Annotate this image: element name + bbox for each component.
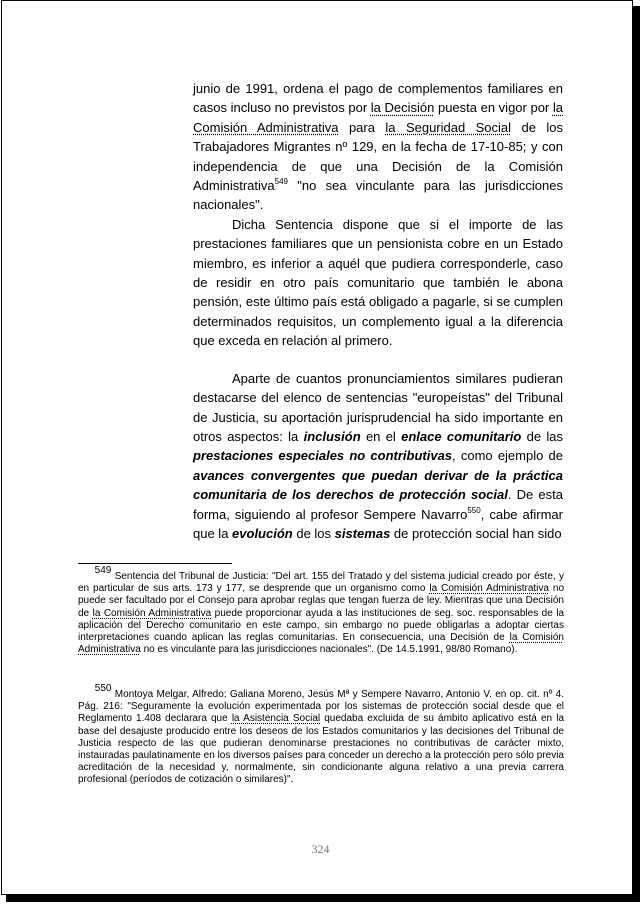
text-run: no puede ser facultado por el Consejo para aprobar reglas que tengan fuerza de ley. Mientras que una Decisión de [78,583,565,619]
text-run: junio de 1991, ordena el pago de complementos familiares en casos incluso no previstos por [193,81,563,116]
underlined-term: la Comisión Administrativa [78,632,564,656]
underlined-term: la Comisión Administrativa [92,607,212,619]
emphasis: avances convergentes que puedan derivar de la práctica comunitaria de los derechos de protección social [193,467,563,503]
paragraph-1 [193,79,563,215]
underlined-term: la Comisión Administrativa [429,583,549,595]
text-run: Sentencia del Tribunal de Justicia: "Del art. 155 del Tratado y del sistema judicial creado por éste, y en particular de sus arts. 173 y 177, se desprende que un organismo como [78,571,564,595]
text-run: puede proporcionar ayuda a las instituciones de seg. soc. responsables de la aplicación del Derecho comunitario en este campo, sin embargo no puede obligarlas a adoptar ciertas interpretaciones cuando aplican las reglas comunitarias. En consecuencia, una Decisión de [78,607,565,644]
text-run: de las [521,428,563,444]
text-run: Aparte de cuantos pronunciamientos similares pudieran destacarse del elenco de sentencias "europeístas" del Tribunal de Justicia, su aportación jurisprudencial ha sido importante en otros aspectos: la [193,370,563,444]
footnote-number: 550 [94,683,112,694]
paragraph-3 [193,369,563,544]
footnote-separator [78,563,232,564]
underlined-term: la Seguridad Social [385,119,512,135]
text-run: Montoya Melgar, Alfredo; Galiana Moreno, Jesús Mª y Sempere Navarro, Antonio V. en op. cit. nº 4. Pág. 216: "Seguramente la evolución experimentada por los sistemas de protección social desde que el Reglamento 1.408 declarara que [78,689,564,725]
underlined-term: la Comisión Administrativa [193,100,564,135]
footnote-ref-550: 550 [467,505,481,515]
text-run: de los Trabajadores Migrantes nº 129, en la fecha de 17-10-85; y con independencia de que una Decisión de la Comisión Administrativa [193,119,563,194]
page-shadow-right [633,6,640,899]
underlined-term: la Decisión [370,100,435,116]
page-shadow-bottom [6,895,640,902]
text-run: quedaba excluida de su ámbito aplicativo está en la base del desajuste producido entre los deseos de los Estados comunitarios y las decisiones del Tribunal de Justicia respecto de las que pudieran denominarse prestaciones no contributivas de carácter mixto, instauradas paulatinamente en los diversos países para conceder un derecho a la protección pero sólo previa acreditación de la necesidad y, normalmente, sin condicionante alguna relativo a una previa carrera profesional (períodos de cotización o similares)". [78,713,565,786]
page-number: 324 [311,842,330,856]
footnote-549 [78,565,565,656]
text-run: de los [292,525,335,541]
emphasis: prestaciones especiales no contributivas [193,448,453,464]
text-run: "no sea vinculante para las jurisdicciones nacionales". [193,178,563,213]
footnote-number: 549 [94,565,112,576]
footnote-ref-549: 549 [274,177,288,187]
emphasis: sistemas [334,525,391,541]
emphasis: evolución [232,525,293,541]
text-run: . De esta forma, siguiendo al profesor Sempere Navarro [193,487,563,522]
text-run: de protección social han sido [390,525,562,541]
text-run: puesta en vigor por [434,100,553,116]
footnote-550 [78,683,565,787]
paragraph-2: Dicha Sentencia dispone que si el importe de las prestaciones familiares que un pensionista cobre en un Estado miembro, es inferior a aquél que pudiera corresponderle, caso de residir en otro país comunitario que también le abona pensión, este último país está obligado a pagarle, si se cumplen determinados requisitos, un complemento igual a la diferencia que exceda en relación al primero. [193,216,563,349]
emphasis: enlace comunitario [401,428,522,444]
text-run: para [338,119,386,135]
emphasis: inclusión [303,428,361,444]
body-text [193,79,563,543]
text-run: en el [360,428,402,444]
text-run: no es vinculante para las jurisdicciones nacionales". (De 14.5.1991, 98/80 Romano). [140,644,518,656]
text-run: , como ejemplo de [452,448,563,464]
text-run: , cabe afirmar que la [193,506,563,541]
underlined-term: la Asistencia Social [231,713,321,725]
